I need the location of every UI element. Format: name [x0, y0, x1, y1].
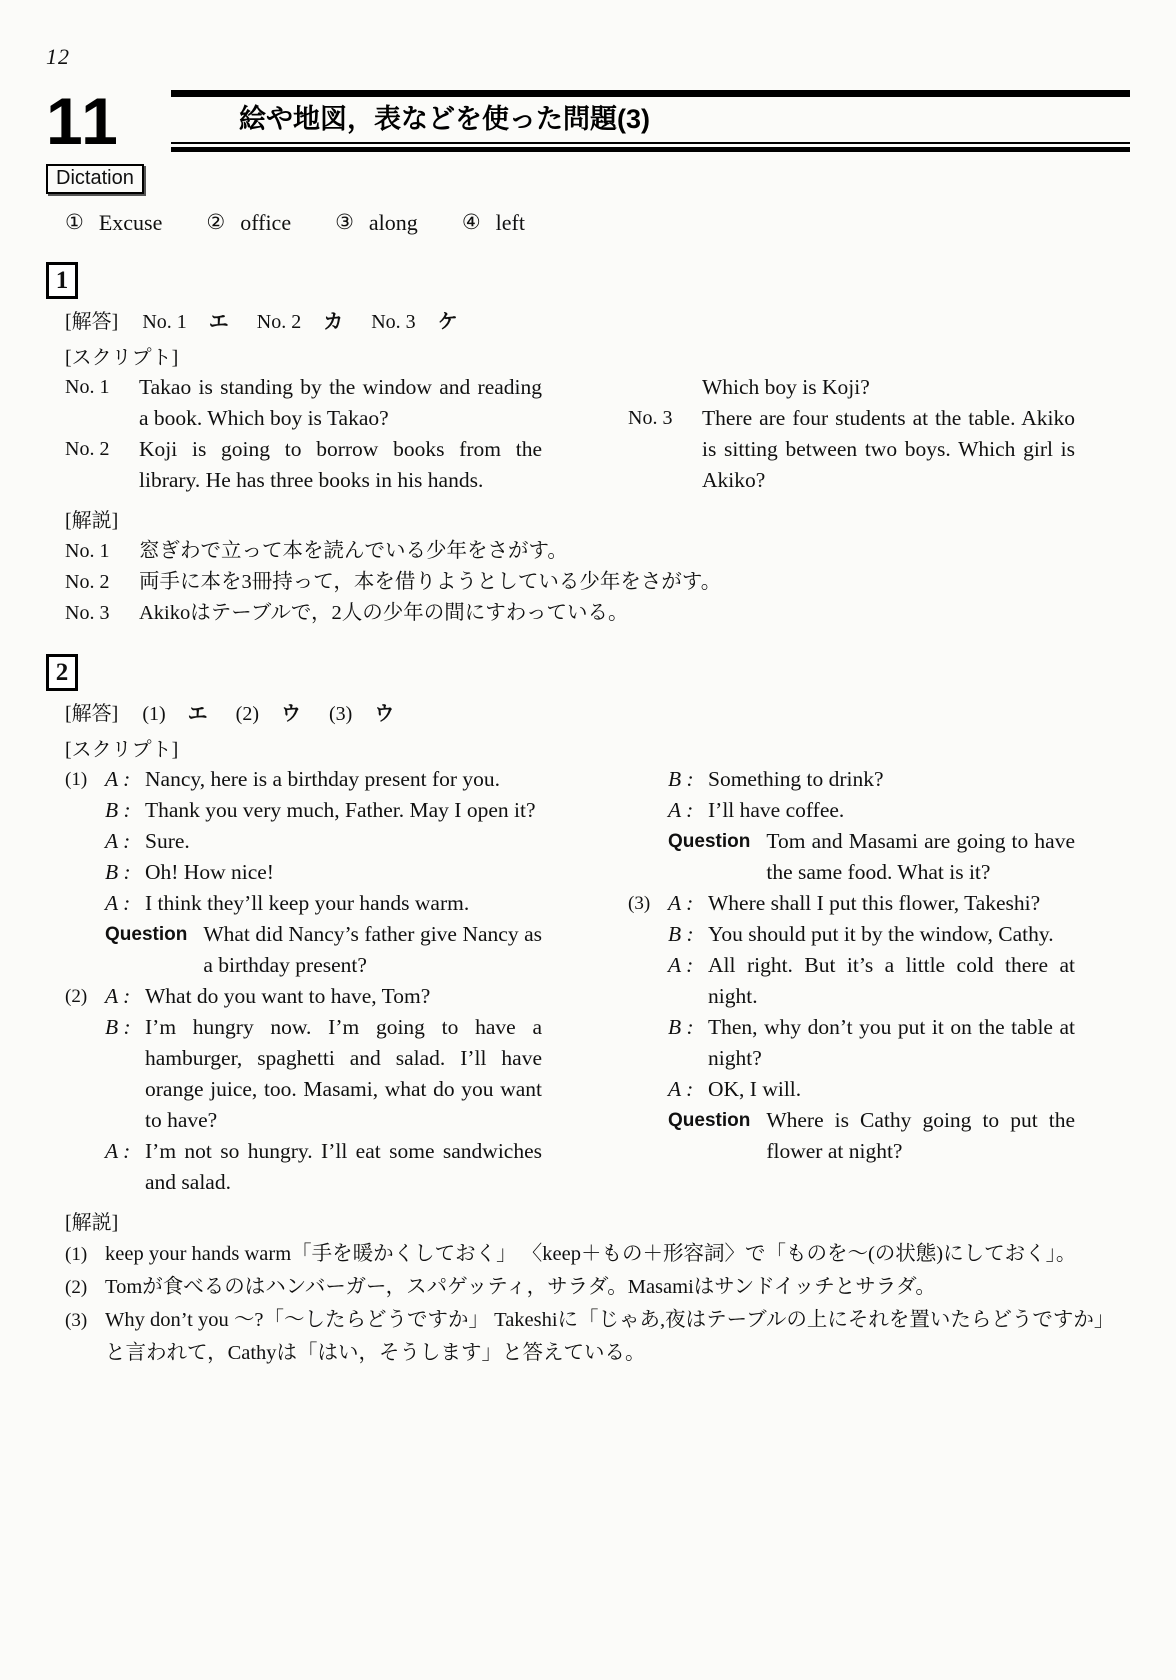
dialog-speaker: B : [668, 922, 694, 946]
dialog-number [65, 888, 105, 919]
dialog-text: Where is Cathy going to put the flower at night? [766, 1108, 1075, 1163]
answer-pair [142, 307, 228, 337]
explanation-list [65, 536, 1176, 628]
dialog-number [628, 950, 668, 1012]
dialog-speaker: B : [105, 1015, 131, 1039]
script-column-left [65, 372, 542, 496]
dialog-text: You should put it by the window, Cathy. [708, 922, 1054, 946]
dialog-speaker: Question [105, 924, 188, 945]
dictation-word: Excuse [98, 210, 163, 235]
dialog-number [628, 1105, 668, 1167]
circled-number: ① [65, 210, 84, 234]
circled-number: ② [206, 210, 226, 234]
dictation-label: Dictation [46, 164, 144, 194]
dialog-entry [628, 1074, 1075, 1105]
dialog-entry [65, 795, 542, 826]
dialog-entry [628, 795, 1075, 826]
section-1 [0, 262, 1176, 628]
explanation-label: [解説] [65, 1212, 119, 1234]
dictation-item [65, 210, 162, 236]
entry-number: (2) [65, 1277, 88, 1298]
dialog-number: (3) [628, 893, 651, 914]
dialog-number [65, 857, 105, 888]
script-column-left [65, 764, 542, 1198]
dialog-speaker: Question [668, 831, 751, 852]
entry-label: No. 2 [65, 571, 110, 593]
dialog-text: I’ll have coffee. [708, 798, 845, 822]
answer-item-value: ケ [437, 311, 458, 333]
entry-text: Which boy is Koji? [702, 375, 870, 399]
entry-text: Tomが食べるのはハンバーガー，スパゲッティ，サラダ。Masamiはサンドイッチとサラダ。 [105, 1276, 936, 1298]
dialog-speaker: A : [668, 891, 694, 915]
unit-number: 11 [46, 84, 120, 158]
dialog-text: What do you want to have, Tom? [145, 984, 431, 1008]
answer-item-label: (3) [328, 703, 353, 725]
dialog-number [65, 919, 105, 981]
dialog-speaker: Question [668, 1110, 751, 1131]
dialog-entry [628, 1105, 1075, 1167]
dictation-items [65, 210, 1176, 236]
explanation-entry [65, 567, 1176, 597]
entry-label: No. 1 [65, 540, 110, 562]
entry-text: 両手に本を3冊持って，本を借りようとしている少年をさがす。 [139, 571, 722, 593]
explanation-entry [65, 598, 1176, 628]
page-number: 12 [46, 44, 70, 69]
dialog-number [65, 795, 105, 826]
answer-row [65, 307, 1176, 339]
dialog-text: I’m hungry now. I’m going to have a hamburger, spaghetti and salad. I’ll have orange juice, too. Masami, what do you want to have? [145, 1015, 542, 1132]
script-label: [スクリプト] [65, 739, 179, 761]
answer-item-value: カ [323, 311, 344, 333]
dictation-word: left [495, 210, 525, 235]
entry-label: No. 3 [628, 407, 673, 429]
answer-list [118, 307, 457, 339]
dialog-speaker: B : [105, 798, 131, 822]
answer-item-value: エ [187, 703, 208, 725]
dialog-number: (2) [65, 986, 88, 1007]
dialog-entry [628, 1012, 1075, 1074]
entry-number: (1) [65, 1244, 88, 1265]
dialog-entry [65, 981, 542, 1012]
dialog-text: Oh! How nice! [145, 860, 274, 884]
dialog-entry [628, 950, 1075, 1012]
dialog-speaker: B : [668, 1015, 694, 1039]
dialog-text: Something to drink? [708, 767, 884, 791]
dialog-number [628, 1074, 668, 1105]
title-rule-thin [171, 142, 1130, 144]
section-number-box: 1 [46, 262, 78, 299]
explanation-entry [65, 536, 1176, 566]
dictation-item [462, 210, 525, 236]
dialog-text: Nancy, here is a birthday present for you. [145, 767, 501, 791]
dialog-entry [628, 888, 1075, 919]
dialog-number [65, 1136, 105, 1198]
section-number-box: 2 [46, 654, 78, 691]
answer-item-label: No. 3 [371, 311, 416, 333]
answer-item-value: ウ [374, 703, 395, 725]
entry-label: No. 3 [65, 602, 110, 624]
dialog-entry [628, 764, 1075, 795]
dialog-entry [65, 919, 542, 981]
dictation-word: office [240, 210, 292, 235]
answer-item-label: No. 1 [142, 311, 187, 333]
dialog-number [628, 795, 668, 826]
dialog-text: Thank you very much, Father. May I open it? [145, 798, 536, 822]
dialog-text: Sure. [145, 829, 190, 853]
script-entry [65, 372, 542, 434]
entry-label: No. 1 [65, 376, 110, 398]
dialog-number [628, 1012, 668, 1074]
entry-text: Akikoはテーブルで，2人の少年の間にすわっている。 [139, 602, 629, 624]
dialog-speaker: B : [668, 767, 694, 791]
dialog-entry [65, 1136, 542, 1198]
script-columns [65, 764, 1176, 1198]
dialog-number [628, 826, 668, 888]
dialog-entry [65, 1012, 542, 1136]
explanation-label: [解説] [65, 510, 119, 532]
dictation-item [206, 210, 291, 236]
dialog-speaker: A : [105, 984, 131, 1008]
answer-list [118, 699, 394, 731]
script-entry [628, 403, 1075, 496]
answer-item-label: (1) [142, 703, 166, 725]
answer-pair [329, 699, 394, 729]
entry-text: Koji is going to borrow books from the library. He has three books in his hands. [139, 437, 542, 492]
answer-item-value: ウ [280, 703, 301, 725]
entry-text: There are four students at the table. Akiko is sitting between two boys. Which girl is Akiko? [702, 406, 1075, 492]
dialog-speaker: A : [105, 1139, 131, 1163]
explanation-entry [65, 1304, 1113, 1370]
answer-label: [解答] [65, 311, 119, 333]
explanation-entry [65, 1238, 1113, 1271]
unit-header [46, 84, 1130, 158]
dialog-entry [65, 888, 542, 919]
entry-text: Takao is standing by the window and reading a book. Which boy is Takao? [139, 375, 542, 430]
dialog-speaker: A : [668, 953, 694, 977]
script-entry [628, 372, 1075, 403]
circled-number: ④ [461, 210, 481, 234]
entry-text: keep your hands warm「手を暖かくしておく」 〈keep＋もの＋形容詞〉で「ものを～(の状態)にしておく」。 [105, 1243, 1077, 1265]
explanation-list [65, 1238, 1113, 1370]
answer-pair [371, 307, 457, 337]
dictation-item [335, 210, 418, 236]
dialog-text: OK, I will. [708, 1077, 802, 1101]
dialog-text: All right. But it’s a little cold there at night. [708, 953, 1075, 1008]
section-2 [0, 654, 1176, 1370]
circled-number: ③ [335, 210, 354, 234]
dialog-speaker: A : [668, 1077, 694, 1101]
dialog-text: Where shall I put this flower, Takeshi? [708, 891, 1041, 915]
dialog-number: (1) [65, 769, 88, 790]
dialog-entry [628, 826, 1075, 888]
dialog-text: What did Nancy’s father give Nancy as a birthday present? [203, 922, 542, 977]
entry-number: (3) [65, 1310, 88, 1331]
dialog-number [65, 826, 105, 857]
dialog-number [65, 1012, 105, 1136]
dialog-entry [65, 826, 542, 857]
answer-item-label: No. 2 [256, 311, 302, 333]
dialog-speaker: B : [105, 860, 131, 884]
script-columns [65, 372, 1176, 496]
script-column-right [628, 764, 1075, 1198]
entry-text: 窓ぎわで立って本を読んでいる少年をさがす。 [139, 540, 568, 562]
dialog-speaker: A : [668, 798, 694, 822]
answer-item-label: (2) [235, 703, 259, 725]
answer-item-value: エ [208, 311, 229, 333]
dialog-speaker: A : [105, 829, 131, 853]
dialog-number [628, 764, 668, 795]
dialog-entry [65, 857, 542, 888]
dialog-speaker: A : [105, 891, 131, 915]
answer-row [65, 699, 1176, 731]
unit-title: 絵や地図，表などを使った問題(3) [239, 104, 650, 134]
entry-label: No. 2 [65, 438, 110, 460]
answer-pair [236, 699, 301, 729]
dialog-text: Then, why don’t you put it on the table at night? [708, 1015, 1075, 1070]
dialog-speaker: A : [105, 767, 131, 791]
dialog-text: Tom and Masami are going to have the same food. What is it? [766, 829, 1075, 884]
dialog-text: I think they’ll keep your hands warm. [145, 891, 470, 915]
dialog-text: I’m not so hungry. I’ll eat some sandwiches and salad. [145, 1139, 542, 1194]
answer-pair [142, 699, 207, 729]
script-column-right [628, 372, 1075, 496]
script-entry [65, 434, 542, 496]
entry-label [628, 372, 702, 403]
title-rule-top [171, 90, 1130, 97]
dialog-entry [628, 919, 1075, 950]
dictation-word: along [368, 210, 418, 235]
unit-title-block [171, 90, 1130, 152]
answer-pair [257, 307, 343, 337]
answer-label: [解答] [65, 703, 119, 725]
explanation-entry [65, 1271, 1113, 1304]
script-label: [スクリプト] [65, 347, 179, 369]
dialog-number [628, 919, 668, 950]
dialog-entry [65, 764, 542, 795]
title-rule-thick [171, 147, 1130, 152]
entry-text: Why don’t you ～?「～したらどうですか」 Takeshiに「じゃあ,夜はテーブルの上にそれを置いたらどうですか」と言われて，Cathyは「はい，そうします」と答えている。 [105, 1309, 1105, 1364]
